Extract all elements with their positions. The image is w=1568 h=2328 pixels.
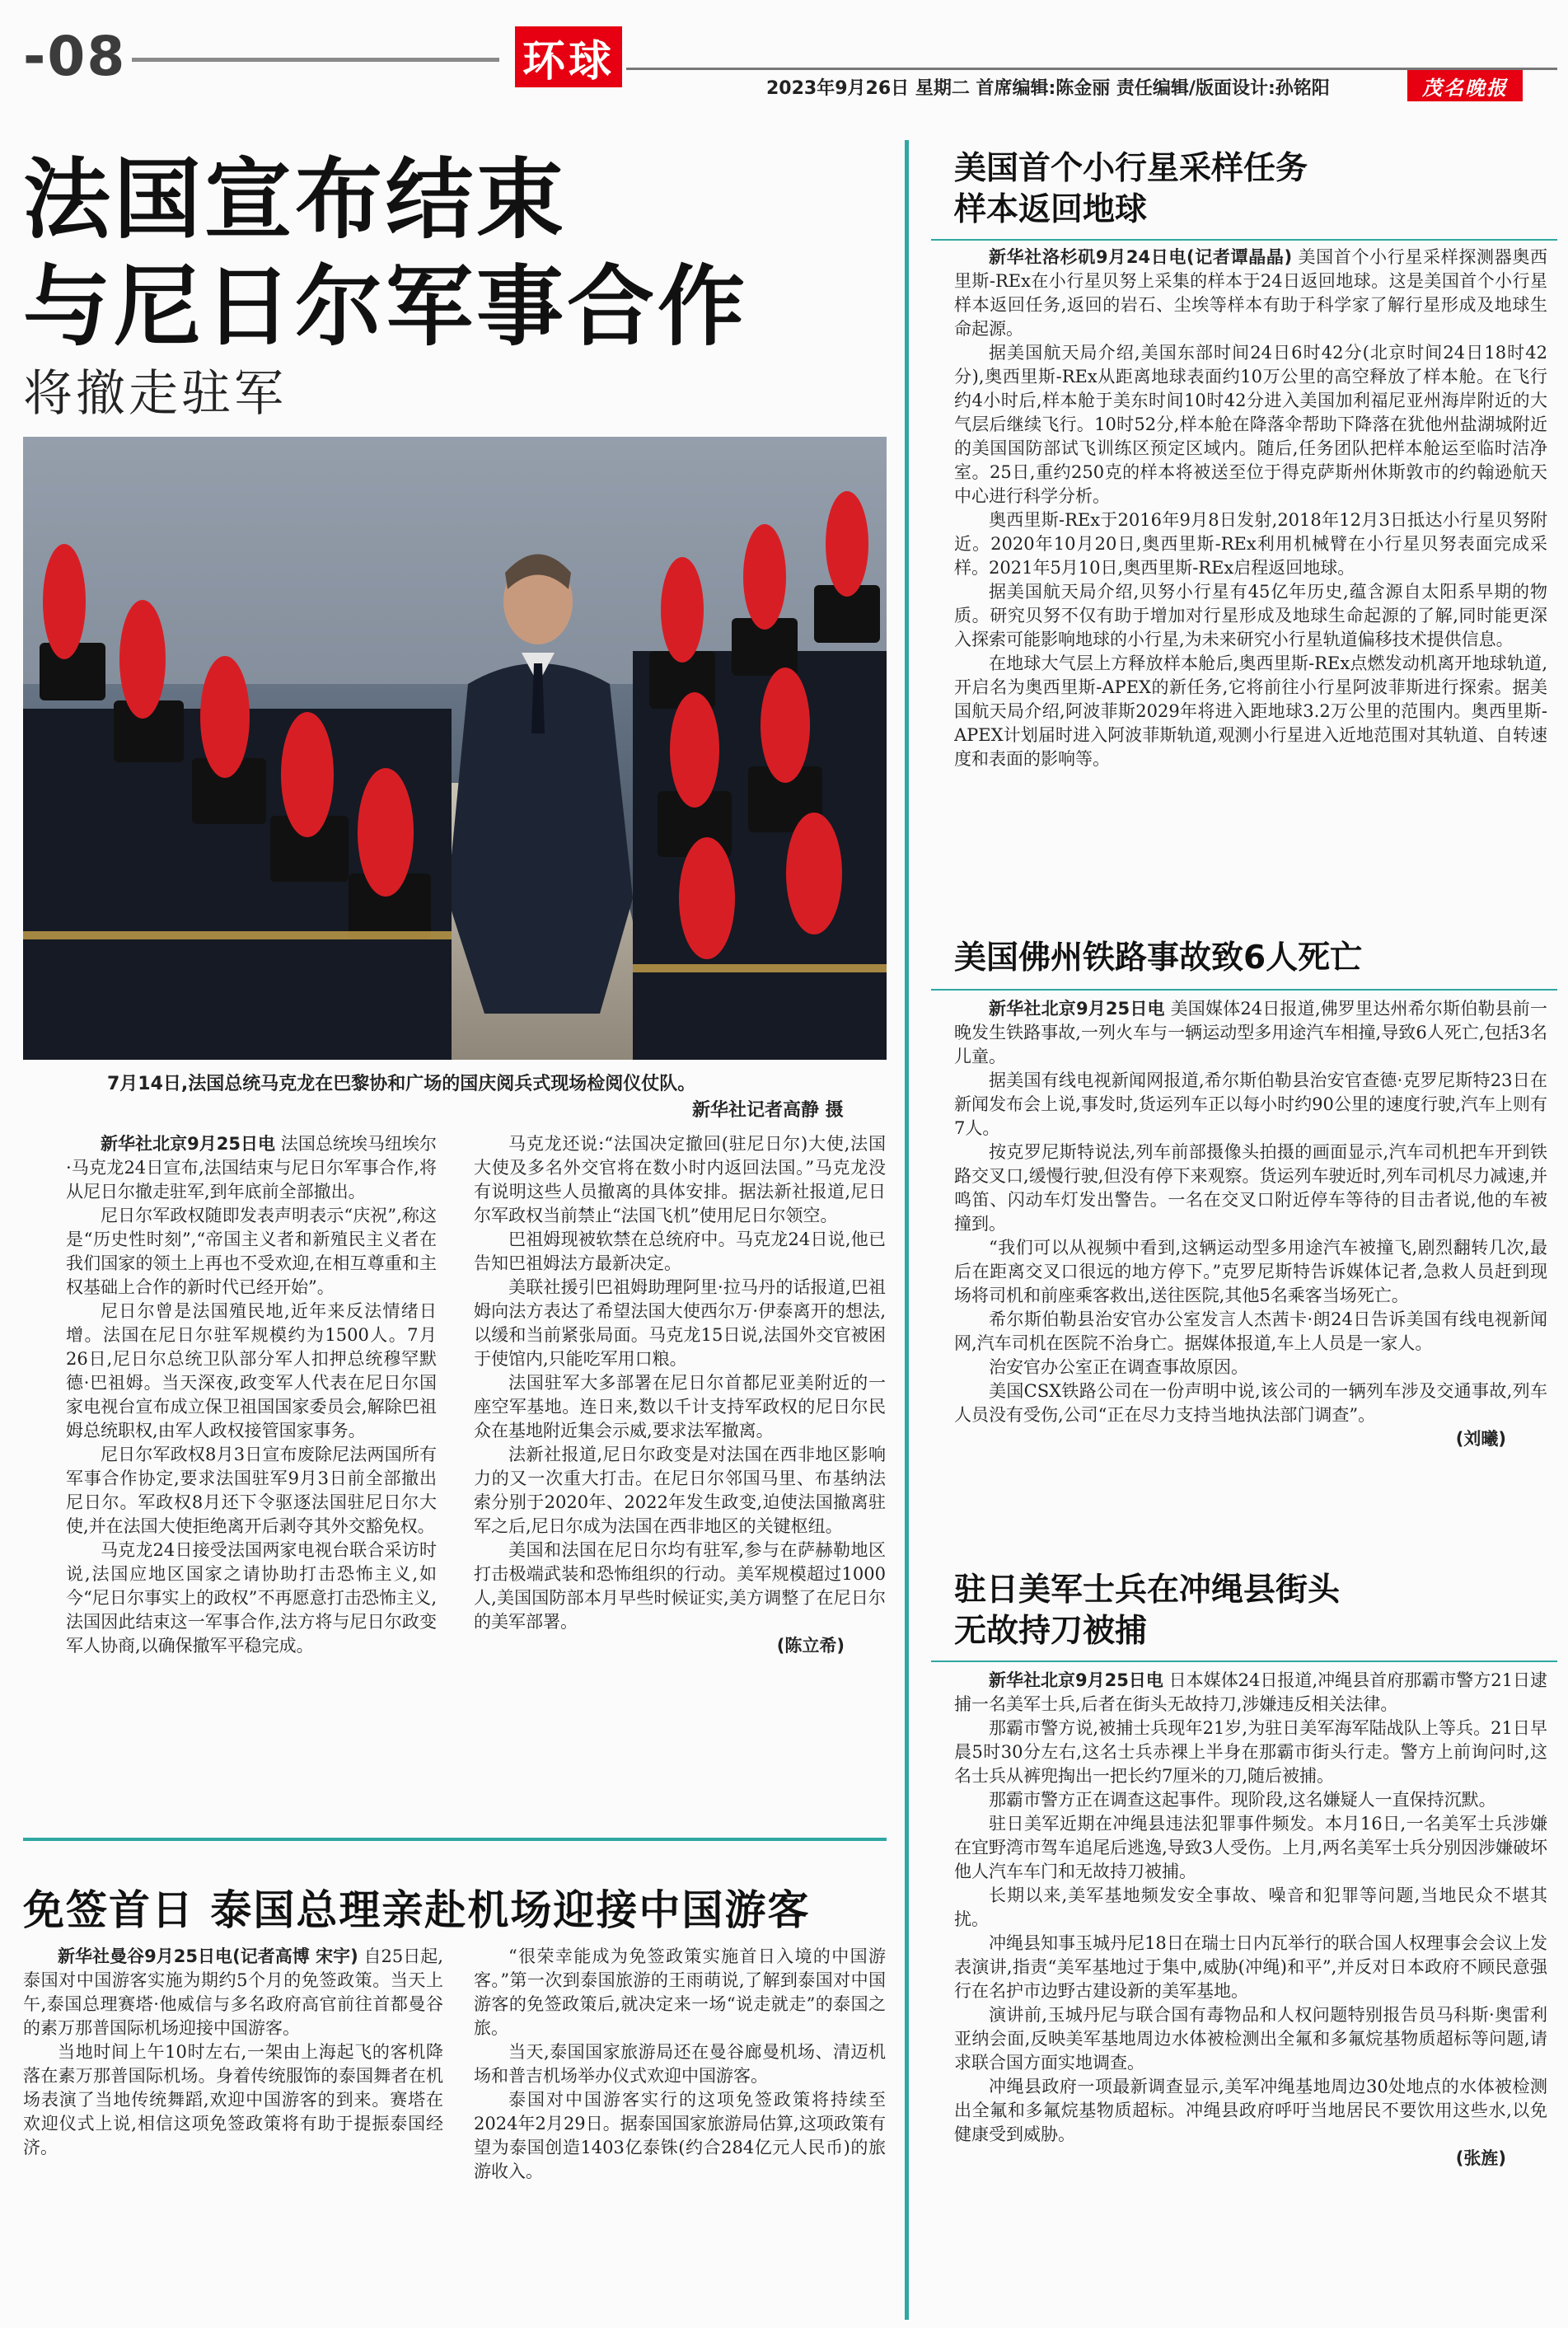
lead-headline-line2: 与尼日尔军事合作 xyxy=(23,256,748,358)
honor-guard-right xyxy=(633,491,887,1060)
column-divider xyxy=(905,140,909,2320)
okinawa-para: 新华社北京9月25日电 日本媒体24日报道,冲绳县首府那霸市警方21日逮捕一名美军士兵,后者在街头无故持刀,涉嫌违反相关法律。 xyxy=(954,1670,1547,1714)
thai-para: 当地时间上午10时左右,一架由上海起飞的客机降落在素万那普国际机场。身着传统服饰的泰国舞者在机场表演了当地传统舞蹈,欢迎中国游客的到来。赛塔在欢迎仪式上说,相信这项免签政策将有助于提振泰国经济。 xyxy=(23,2042,443,2157)
asteroid-rule xyxy=(931,239,1557,241)
railway-para: 据美国有线电视新闻网报道,希尔斯伯勒县治安官查德·克罗尼斯特23日在新闻发布会上说,事发时,货运列车正以每小时约90公里的速度行驶,汽车上则有7人。 xyxy=(954,1070,1547,1138)
asteroid-para: 据美国航天局介绍,贝努小行星有45亿年历史,蕴含源自太阳系早期的物质。研究贝努不仅有助于增加对行星形成及地球生命起源的了解,同时能更深入探索可能影响地球的小行星,为未来研究小行星轨道偏移技术提供信息。 xyxy=(954,582,1547,649)
railway-body xyxy=(954,997,1547,1562)
okinawa-para: 演讲前,玉城丹尼与联合国有毒物品和人权问题特别报告员马科斯·奥雷利亚纳会面,反映美军基地周边水体被检测出全氟和多氟烷基物质超标等问题,请求联合国方面实地调查。 xyxy=(954,2005,1547,2073)
lead-subheadline: 将撤走驻军 xyxy=(23,365,287,423)
asteroid-para: 据美国航天局介绍,美国东部时间24日6时42分(北京时间24日18时42分),奥西里斯-REx从距离地球表面约10万公里的高空释放了样本舱。在飞行约4小时后,样本舱于美东时间10时42分进入美国加利福尼亚州海岸附近的大气层后继续飞行。10时52分,样本舱在降落伞帮助下降落在犹他州盐湖城附近的美国国防部试飞训练区预定区域内。随后,任务团队把样本舱运至临时洁净室。25日,重约250克的样本将被送至位于得克萨斯州休斯敦市的约翰逊航天中心进行科学分析。 xyxy=(954,343,1547,506)
lead-headline-line1: 法国宣布结束 xyxy=(23,149,567,251)
lead-column-2 xyxy=(474,1132,886,1833)
lead-column-1 xyxy=(66,1132,437,1833)
okinawa-signature: (张旌) xyxy=(1455,2148,1506,2168)
photo-credit: 新华社记者高静 摄 xyxy=(692,1100,844,1121)
photo-caption: 7月14日,法国总统马克龙在巴黎协和广场的国庆阅兵式现场检阅仪仗队。 xyxy=(107,1074,696,1094)
lead-para: 巴祖姆现被软禁在总统府中。马克龙24日说,他已告知巴祖姆法方最新决定。 xyxy=(474,1230,886,1273)
railway-rule xyxy=(931,989,1557,991)
asteroid-para: 奥西里斯-REx于2016年9月8日发射,2018年12月3日抵达小行星贝努附近。2020年10月20日,奥西里斯-REx利用机械臂在小行星贝努表面完成采样。2021年5月10日,奥西里斯-REx启程返回地球。 xyxy=(954,510,1547,578)
lead-para: 马克龙24日接受法国两家电视台联合采访时说,法国应地区国家之请协助打击恐怖主义,如今“尼日尔事实上的政权”不再愿意打击恐怖主义,法国因此结束这一军事合作,法方将与尼日尔政变军人协商,以确保撤军平稳完成。 xyxy=(66,1540,437,1656)
lead-headline xyxy=(23,147,748,361)
okinawa-headline: 驻日美军士兵在冲绳县街头 无故持刀被捕 xyxy=(954,1572,1341,1650)
dateline: 新华社曼谷9月25日电(记者高博 宋宇) xyxy=(58,1946,358,1966)
dateline: 新华社北京9月25日电 xyxy=(989,999,1165,1019)
lead-para: 尼日尔军政权8月3日宣布废除尼法两国所有军事合作协定,要求法国驻军9月3日前全部撤出尼日尔。军政权8月还下令驱逐法国驻尼日尔大使,并在法国大使拒绝离开后剥夺其外交豁免权。 xyxy=(66,1445,437,1536)
lead-photo xyxy=(23,437,887,1060)
asteroid-para: 在地球大气层上方释放样本舱后,奥西里斯-REx点燃发动机离开地球轨道,开启名为奥西里斯-APEX的新任务,它将前往小行星阿波菲斯进行探索。据美国航天局介绍,阿波菲斯2029年将进入距地球3.2万公里的范围内。奥西里斯-APEX计划届时进入阿波菲斯轨道,观测小行星进入近地范围对其轨道、自转速度和表面的影响等。 xyxy=(954,653,1547,769)
asteroid-para: 新华社洛杉矶9月24日电(记者谭晶晶) 美国首个小行星采样探测器奥西里斯-REx在小行星贝努上采集的样本于24日返回地球。这是美国首个小行星样本返回任务,返回的岩石、尘埃等样本有助于科学家了解行星形成及地球生命起源。 xyxy=(954,247,1547,339)
parade-photo-illustration xyxy=(23,437,887,1060)
header-rule-left xyxy=(132,58,499,62)
thai-column-2 xyxy=(474,1945,886,2324)
lead-signature: (陈立希) xyxy=(776,1636,845,1656)
railway-para: 美国CSX铁路公司在一份声明中说,该公司的一辆列车涉及交通事故,列车人员没有受伤,公司“正在尽力支持当地执法部门调查”。 xyxy=(954,1381,1547,1425)
railway-para: 希尔斯伯勒县治安官办公室发言人杰茜卡·朗24日告诉美国有线电视新闻网,汽车司机在医院不治身亡。据媒体报道,车上人员是一家人。 xyxy=(954,1309,1547,1353)
okinawa-rule xyxy=(931,1661,1557,1662)
okinawa-para: 驻日美军近期在冲绳县违法犯罪事件频发。本月16日,一名美军士兵涉嫌在宜野湾市驾车追尾后逃逸,导致3人受伤。上月,两名美军士兵分别因涉嫌破坏他人汽车车门和无故持刀被捕。 xyxy=(954,1814,1547,1881)
lead-para: 新华社北京9月25日电 法国总统埃马纽埃尔·马克龙24日宣布,法国结束与尼日尔军事合作,将从尼日尔撤走驻军,到年底前全部撤出。 xyxy=(66,1134,437,1201)
okinawa-para: 长期以来,美军基地频发安全事故、噪音和犯罪等问题,当地民众不堪其扰。 xyxy=(954,1885,1547,1929)
thai-para: 泰国对中国游客实行的这项免签政策将持续至2024年2月29日。据泰国国家旅游局估算,这项政策有望为泰国创造1403亿泰铢(约合284亿元人民币)的旅游收入。 xyxy=(474,2090,886,2181)
newspaper-logo: 茂名晚报 xyxy=(1407,70,1523,101)
dateline: 新华社北京9月25日电 xyxy=(101,1134,276,1154)
railway-para: 按克罗尼斯特说法,列车前部摄像头拍摄的画面显示,汽车司机把车开到铁路交叉口,缓慢行驶,但没有停下来观察。货运列车驶近时,列车司机尽力减速,并鸣笛、闪动车灯发出警告。一名在交叉口附近停车等待的目击者说,他的车被撞到。 xyxy=(954,1142,1547,1234)
railway-para: 新华社北京9月25日电 美国媒体24日报道,佛罗里达州希尔斯伯勒县前一晚发生铁路事故,一列火车与一辆运动型多用途汽车相撞,导致6人死亡,包括3名儿童。 xyxy=(954,999,1547,1066)
thai-column-1 xyxy=(23,1945,443,2324)
railway-para: 治安官办公室正在调查事故原因。 xyxy=(989,1357,1248,1377)
section-divider xyxy=(23,1838,887,1841)
thai-para: 新华社曼谷9月25日电(记者高博 宋宇) 自25日起,泰国对中国游客实施为期约5个月的免签政策。当天上午,泰国总理赛塔·他威信与多名政府高官前往首都曼谷的素万那普国际机场迎接中国游客。 xyxy=(23,1946,443,2038)
asteroid-body xyxy=(954,246,1547,930)
page-number: -08 xyxy=(23,25,127,88)
railway-signature: (刘曦) xyxy=(1455,1429,1506,1449)
section-badge: 环球 xyxy=(515,26,622,87)
asteroid-headline: 美国首个小行星采样任务 样本返回地球 xyxy=(954,150,1308,228)
lead-para: 法新社报道,尼日尔政变是对法国在西非地区影响力的又一次重大打击。在尼日尔邻国马里、布基纳法索分别于2020年、2022年发生政变,迫使法国撤离驻军之后,尼日尔成为法国在西非地区的关键枢纽。 xyxy=(474,1445,886,1536)
thai-para: 当天,泰国国家旅游局还在曼谷廊曼机场、清迈机场和普吉机场举办仪式欢迎中国游客。 xyxy=(474,2042,886,2086)
lead-para: 美联社援引巴祖姆助理阿里·拉马丹的话报道,巴祖姆向法方表达了希望法国大使西尔万·伊泰离开的想法,以缓和当前紧张局面。马克龙15日说,法国外交官被困于使馆内,只能吃军用口粮。 xyxy=(474,1277,886,1369)
lead-para: 法国驻军大多部署在尼日尔首都尼亚美附近的一座空军基地。连日来,数以千计支持军政权的尼日尔民众在基地附近集会示威,要求法军撤离。 xyxy=(474,1373,886,1440)
okinawa-para: 那霸市警方说,被捕士兵现年21岁,为驻日美军海军陆战队上等兵。21日早晨5时30分左右,这名士兵赤裸上半身在那霸市街头行走。警方上前询问时,这名士兵从裤兜掏出一把长约7厘米的刀,随后被捕。 xyxy=(954,1718,1547,1786)
lead-para: 马克龙还说:“法国决定撤回(驻尼日尔)大使,法国大使及多名外交官将在数小时内返回法国。”马克龙没有说明这些人员撤离的具体安排。据法新社报道,尼日尔军政权当前禁止“法国飞机”使用尼日尔领空。 xyxy=(474,1134,886,1225)
okinawa-para: 冲绳县知事玉城丹尼18日在瑞士日内瓦举行的联合国人权理事会会议上发表演讲,指责“美军基地过于集中,威胁(冲绳)和平”,并反对日本政府不顾民意强行在名护市边野古建设新的美军基地。 xyxy=(954,1933,1547,2001)
okinawa-para: 冲绳县政府一项最新调查显示,美军冲绳基地周边30处地点的水体被检测出全氟和多氟烷基物质超标。冲绳县政府呼吁当地居民不要饮用这些水,以免健康受到威胁。 xyxy=(954,2077,1547,2144)
dateline: 新华社北京9月25日电 xyxy=(989,1670,1163,1690)
okinawa-body xyxy=(954,1669,1547,2324)
issue-meta: 2023年9月26日 星期二 首席编辑:陈金丽 责任编辑/版面设计:孙铭阳 xyxy=(766,78,1330,99)
lead-para: 尼日尔军政权随即发表声明表示“庆祝”,称这是“历史性时刻”,“帝国主义者和新殖民主义者在我们国家的领土上再也不受欢迎,在相互尊重和主权基础上合作的新时代已经开始”。 xyxy=(66,1206,437,1297)
lead-para: 尼日尔曾是法国殖民地,近年来反法情绪日增。法国在尼日尔驻军规模约为1500人。7月26日,尼日尔总统卫队部分军人扣押总统穆罕默德·巴祖姆。当天深夜,政变军人代表在尼日尔国家电视台宣布成立保卫祖国国家委员会,解除巴祖姆总统职权,由军人政权接管国家事务。 xyxy=(66,1301,437,1440)
okinawa-para: 那霸市警方正在调查这起事件。现阶段,这名嫌疑人一直保持沉默。 xyxy=(989,1790,1496,1810)
dateline: 新华社洛杉矶9月24日电(记者谭晶晶) xyxy=(989,247,1293,267)
railway-para: “我们可以从视频中看到,这辆运动型多用途汽车被撞飞,剧烈翻转几次,最后在距离交叉口很远的地方停下。”克罗尼斯特告诉媒体记者,急救人员赶到现场将司机和前座乘客救出,送往医院,其他5名乘客当场死亡。 xyxy=(954,1238,1547,1305)
railway-headline: 美国佛州铁路事故致6人死亡 xyxy=(954,939,1363,977)
thai-para: “很荣幸能成为免签政策实施首日入境的中国游客。”第一次到泰国旅游的王雨萌说,了解到泰国对中国游客的免签政策后,就决定来一场“说走就走”的泰国之旅。 xyxy=(474,1946,886,2038)
lead-para: 美国和法国在尼日尔均有驻军,参与在萨赫勒地区打击极端武装和恐怖组织的行动。美军规模超过1000人,美国国防部本月早些时候证实,美方调整了在尼日尔的美军部署。 xyxy=(474,1540,886,1632)
thai-headline: 免签首日 泰国总理亲赴机场迎接中国游客 xyxy=(23,1886,811,1934)
